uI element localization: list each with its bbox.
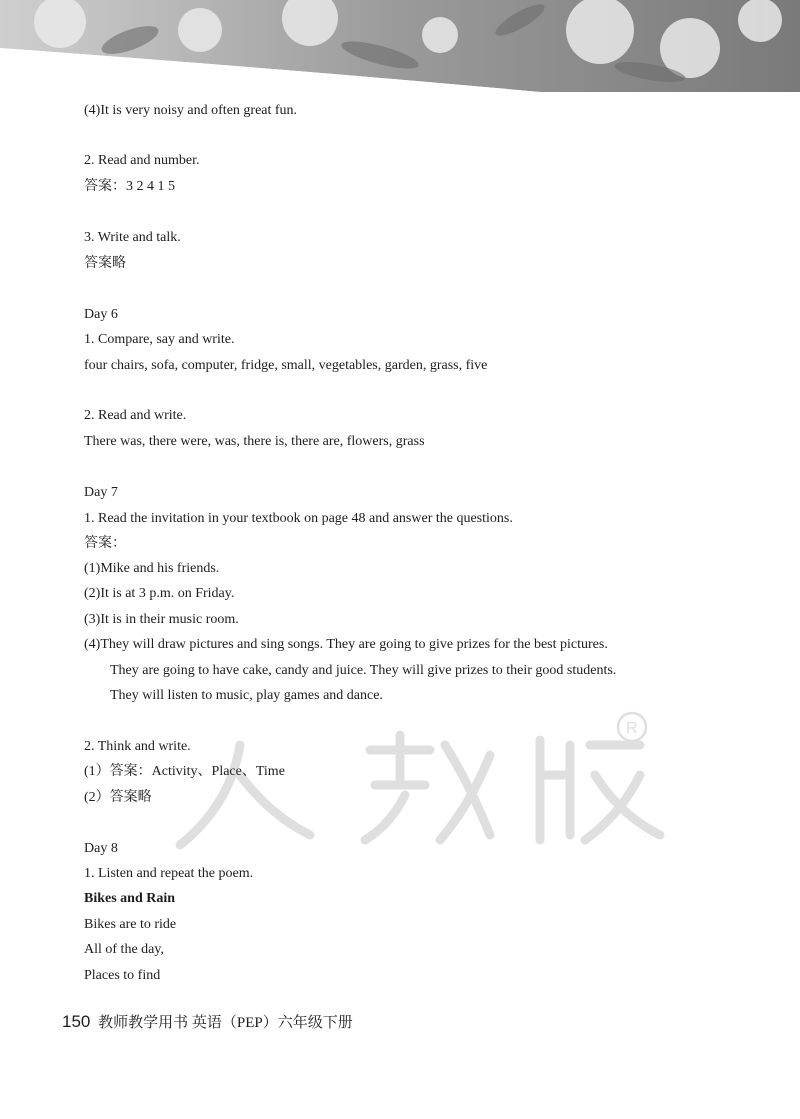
answer-item: (2）答案略 <box>84 790 152 805</box>
book-title: 教师教学用书 英语（PEP）六年级下册 <box>98 1015 353 1031</box>
section-heading: 1. Read the invitation in your textbook on page 48 and answer the questions. <box>84 511 513 526</box>
page-number: 150 <box>62 1012 91 1031</box>
day-heading: Day 6 <box>84 307 118 322</box>
answer-item: (4)They will draw pictures and sing songs. They are going to give prizes for the best pictures. <box>84 637 608 652</box>
page-footer <box>62 1012 353 1033</box>
header-floral-banner <box>0 0 800 92</box>
publisher-watermark <box>170 705 690 865</box>
poem-line: Bikes are to ride <box>84 917 177 932</box>
day-heading: Day 7 <box>84 485 118 500</box>
answer-text: 答案：3 2 4 1 5 <box>84 179 175 194</box>
answer-item-continuation: They are going to have cake, candy and juice. They will give prizes to their good students. <box>110 663 617 678</box>
answer-item: (2)It is at 3 p.m. on Friday. <box>84 586 235 601</box>
poem-title: Bikes and Rain <box>84 891 176 906</box>
answer-item: (4)It is very noisy and often great fun. <box>84 103 298 118</box>
answer-label: 答案： <box>84 536 126 551</box>
section-heading: 2. Read and number. <box>84 153 200 168</box>
answer-item: (3)It is in their music room. <box>84 612 239 627</box>
section-heading: 3. Write and talk. <box>84 230 181 245</box>
section-heading: 1. Compare, say and write. <box>84 332 235 347</box>
answer-item-continuation: They will listen to music, play games and dance. <box>110 688 383 703</box>
answer-text: There was, there were, was, there is, there are, flowers, grass <box>84 434 425 449</box>
answer-text: 答案略 <box>84 256 126 271</box>
poem-line: All of the day, <box>84 942 164 957</box>
day-heading: Day 8 <box>84 841 118 856</box>
section-heading: 2. Think and write. <box>84 739 191 754</box>
answer-item: (1）答案：Activity、Place、Time <box>84 764 285 779</box>
answer-item: (1)Mike and his friends. <box>84 561 220 576</box>
section-heading: 1. Listen and repeat the poem. <box>84 866 254 881</box>
poem-line: Places to find <box>84 968 161 983</box>
answer-text: four chairs, sofa, computer, fridge, small, vegetables, garden, grass, five <box>84 358 488 373</box>
section-heading: 2. Read and write. <box>84 408 187 423</box>
svg-text:R: R <box>626 720 638 737</box>
